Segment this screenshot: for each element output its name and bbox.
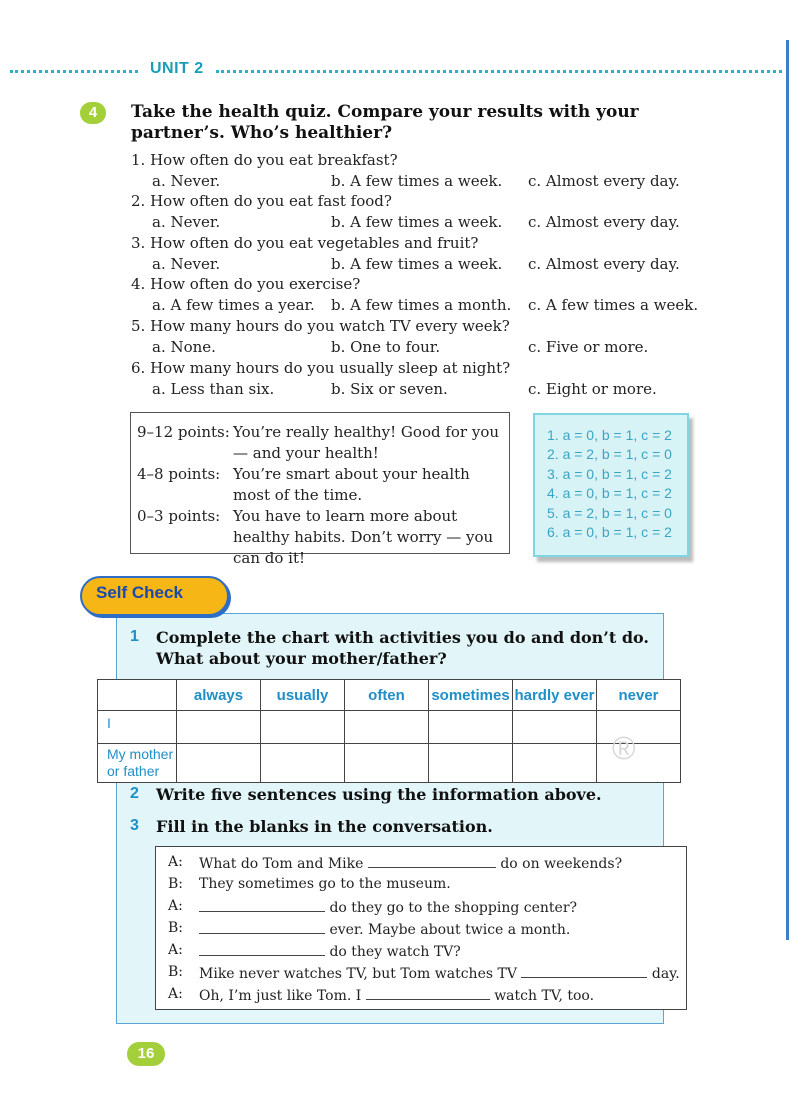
chart-cell[interactable] — [513, 711, 597, 744]
quiz-option-c: c. Eight or more. — [528, 380, 657, 398]
speaker-label: B: — [168, 920, 184, 936]
chart-header-cell: usually — [261, 680, 345, 711]
chart-row-label: I — [98, 711, 177, 744]
chart-header-cell: often — [345, 680, 429, 711]
line-text-before: Oh, I’m just like Tom. I — [199, 988, 362, 1004]
chart-cell[interactable] — [345, 711, 429, 744]
chart-cell[interactable] — [345, 744, 429, 783]
line-text-after: ever. Maybe about twice a month. — [329, 922, 571, 938]
conversation-box — [155, 846, 687, 1010]
scoring-range: 0–3 points: — [137, 507, 221, 525]
chart-row — [98, 711, 681, 744]
self-check-item-text: Fill in the blanks in the conversation. — [156, 817, 493, 836]
quiz-option-a: a. Never. — [152, 213, 221, 231]
quiz-question: 2. How often do you eat fast food? — [131, 192, 392, 210]
quiz-option-b: b. One to four. — [331, 338, 441, 356]
quiz-option-a: a. Never. — [152, 172, 221, 190]
answer-key-box — [533, 413, 689, 557]
scoring-text: You have to learn more about healthy habits. Don’t worry — you can do it! — [233, 507, 494, 567]
fill-blank[interactable] — [199, 941, 325, 956]
quiz-option-c: c. Almost every day. — [528, 172, 680, 190]
answer-key-line: 4. a = 0, b = 1, c = 2 — [547, 485, 672, 501]
conversation-text — [199, 919, 570, 939]
chart-row-label: My mother or father — [98, 744, 177, 783]
chart-header-cell: hardly ever — [513, 680, 597, 711]
conversation-line — [168, 941, 461, 960]
line-text-after: do on weekends? — [500, 856, 623, 872]
answer-key-line: 5. a = 2, b = 1, c = 0 — [547, 505, 672, 521]
scoring-text: You’re smart about your health most of the time. — [233, 465, 470, 504]
quiz-option-c: c. Almost every day. — [528, 213, 680, 231]
scoring-box — [130, 412, 510, 567]
answer-key-line: 3. a = 0, b = 1, c = 2 — [547, 466, 672, 482]
chart-cell[interactable] — [597, 711, 681, 744]
chart-header-row — [98, 680, 681, 711]
chart-cell[interactable] — [597, 744, 681, 783]
speaker-label: A: — [168, 942, 183, 958]
chart-cell[interactable] — [429, 744, 513, 783]
quiz-option-a: a. A few times a year. — [152, 296, 315, 314]
chart-header-cell — [98, 680, 177, 711]
fill-blank[interactable] — [366, 985, 490, 1000]
conversation-line — [168, 985, 595, 1004]
quiz-option-a: a. Never. — [152, 255, 221, 273]
quiz-option-b: b. A few times a week. — [331, 213, 503, 231]
quiz-question: 6. How many hours do you usually sleep at night? — [131, 359, 511, 377]
answer-key-line: 6. a = 0, b = 1, c = 2 — [547, 524, 672, 540]
self-check-item-text: Write five sentences using the information above. — [156, 785, 602, 804]
fill-blank[interactable] — [199, 919, 325, 934]
fill-blank[interactable] — [368, 853, 496, 868]
conversation-line — [168, 919, 571, 938]
answer-key-line: 1. a = 0, b = 1, c = 2 — [547, 427, 672, 443]
line-text-after: do they go to the shopping center? — [329, 900, 578, 916]
line-text-after: do they watch TV? — [329, 944, 461, 960]
self-check-item-number: 3 — [130, 817, 139, 834]
quiz-option-c: c. Almost every day. — [528, 255, 680, 273]
exercise-number-badge: 4 — [80, 102, 106, 124]
self-check-item-text: Complete the chart with activities you do and don’t do. What about your mother/father? — [156, 628, 649, 668]
quiz-question: 3. How often do you eat vegetables and fruit? — [131, 234, 479, 252]
conversation-line — [168, 897, 578, 916]
line-text-before: What do Tom and Mike — [199, 856, 364, 872]
chart-cell[interactable] — [429, 711, 513, 744]
chart-cell[interactable] — [177, 744, 261, 783]
scoring-text: You’re really healthy! Good for you — and your health! — [233, 423, 500, 462]
chart-row — [98, 744, 681, 783]
line-text-before: They sometimes go to the museum. — [199, 876, 451, 892]
answer-key-line: 2. a = 2, b = 1, c = 0 — [547, 446, 672, 462]
quiz-question: 5. How many hours do you watch TV every week? — [131, 317, 510, 335]
quiz-option-b: b. Six or seven. — [331, 380, 448, 398]
exercise-instruction: Take the health quiz. Compare your results with your partner’s. Who’s healthier? — [131, 102, 639, 143]
page-edge-bar — [786, 40, 789, 940]
chart-header-cell: never — [597, 680, 681, 711]
line-text-after: watch TV, too. — [494, 988, 595, 1004]
conversation-text — [199, 963, 680, 983]
chart-cell[interactable] — [261, 711, 345, 744]
fill-blank[interactable] — [521, 963, 647, 978]
page-number: 16 — [127, 1042, 165, 1066]
line-text-before: Mike never watches TV, but Tom watches TV — [199, 966, 517, 982]
quiz-option-b: b. A few times a week. — [331, 255, 503, 273]
chart-cell[interactable] — [261, 744, 345, 783]
conversation-text — [199, 853, 622, 873]
chart-cell[interactable] — [513, 744, 597, 783]
quiz-option-c: c. Five or more. — [528, 338, 649, 356]
quiz-option-b: b. A few times a month. — [331, 296, 512, 314]
speaker-label: A: — [168, 854, 183, 870]
quiz-question: 1. How often do you eat breakfast? — [131, 151, 398, 169]
speaker-label: A: — [168, 986, 183, 1002]
frequency-chart — [97, 679, 681, 783]
conversation-text — [199, 897, 577, 917]
speaker-label: B: — [168, 964, 184, 980]
chart-header-cell: always — [177, 680, 261, 711]
conversation-line — [168, 963, 680, 982]
quiz-option-c: c. A few times a week. — [528, 296, 699, 314]
registered-mark: ® — [612, 730, 636, 766]
self-check-item-number: 1 — [130, 628, 139, 645]
unit-title: UNIT 2 — [150, 60, 204, 77]
header-dotted-rule-right — [216, 70, 782, 73]
conversation-line — [168, 853, 623, 872]
speaker-label: B: — [168, 876, 184, 892]
scoring-range: 9–12 points: — [137, 423, 230, 441]
fill-blank[interactable] — [199, 897, 325, 912]
line-text-after: day. — [651, 966, 680, 982]
chart-cell[interactable] — [177, 711, 261, 744]
header-dotted-rule-left — [10, 70, 138, 73]
scoring-range: 4–8 points: — [137, 465, 221, 483]
conversation-text — [199, 875, 451, 893]
conversation-text — [199, 941, 461, 961]
speaker-label: A: — [168, 898, 183, 914]
quiz-option-b: b. A few times a week. — [331, 172, 503, 190]
self-check-item-number: 2 — [130, 785, 139, 802]
chart-header-cell: sometimes — [429, 680, 513, 711]
self-check-title: Self Check — [96, 583, 183, 602]
conversation-text — [199, 985, 594, 1005]
quiz-option-a: a. Less than six. — [152, 380, 275, 398]
conversation-line — [168, 875, 451, 893]
quiz-question: 4. How often do you exercise? — [131, 275, 361, 293]
quiz-option-a: a. None. — [152, 338, 216, 356]
